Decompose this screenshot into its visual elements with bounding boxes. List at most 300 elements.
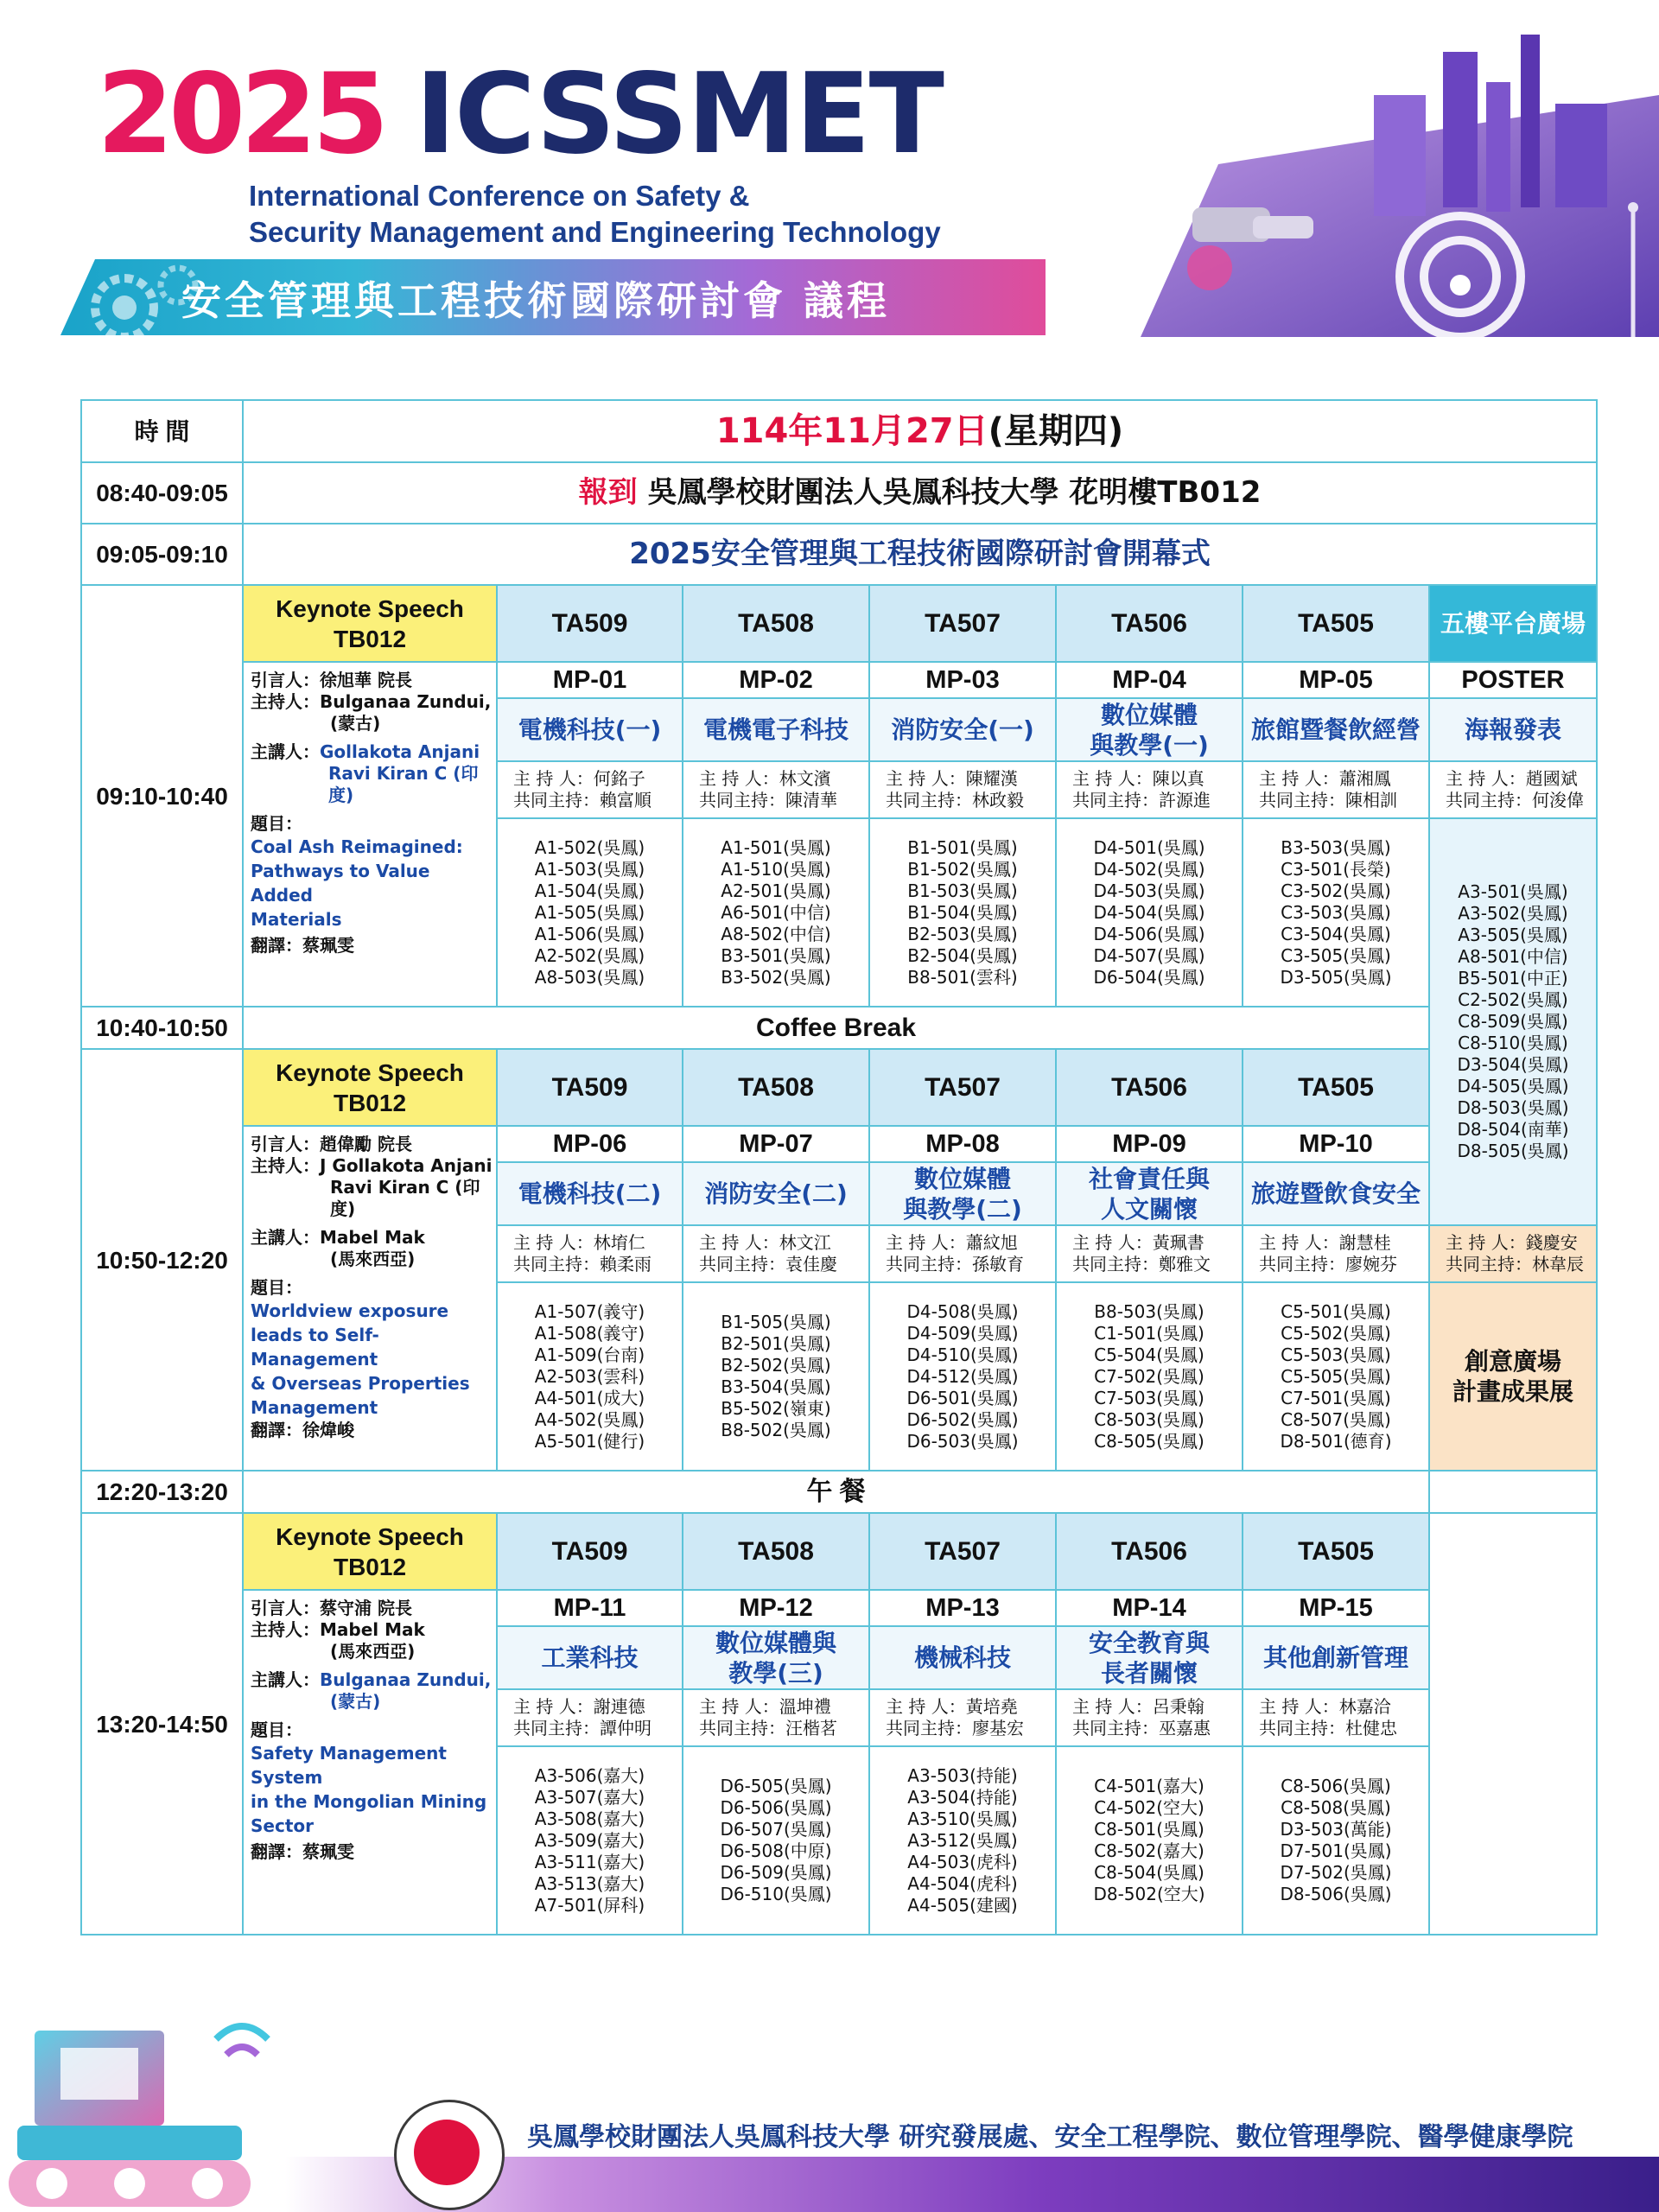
text-line: D4-502(吳鳳)	[1093, 858, 1205, 880]
session-hosts	[683, 1689, 869, 1746]
text-line: 旅遊暨飲食安全	[1250, 1179, 1421, 1208]
room-label: TA505	[1243, 1513, 1429, 1590]
text-line: D4-507(吳鳳)	[1093, 944, 1205, 966]
text-line: A1-507(義守)	[534, 1300, 645, 1322]
session-code: MP-15	[1243, 1590, 1429, 1626]
host-name: J Gollakota Anjani	[320, 1155, 493, 1176]
text-line: 消防安全(一)	[891, 715, 1034, 744]
room-label: TA509	[497, 1513, 683, 1590]
text-line: 主 持 人：何銘子	[513, 768, 645, 789]
conference-name-line-1: International Conference on Safety &	[249, 180, 750, 212]
speech-title-line: Pathways to Value Added	[251, 861, 430, 906]
speech-title-line: in the Mongolian Mining	[251, 1791, 487, 1812]
text-line: C5-504(吳鳳)	[1094, 1344, 1205, 1365]
text-line: 共同主持：賴柔雨	[513, 1254, 652, 1274]
text-line: D6-503(吳鳳)	[906, 1430, 1019, 1452]
text-line: D4-503(吳鳳)	[1093, 880, 1205, 901]
text-line: 共同主持：陳相訓	[1259, 790, 1397, 810]
text-line: A2-502(吳鳳)	[534, 944, 645, 966]
text-line: D3-504(吳鳳)	[1457, 1054, 1569, 1075]
text-line: 共同主持：陳清華	[699, 790, 837, 810]
text-line: 主 持 人：趙國斌	[1446, 768, 1578, 789]
text-line: D6-502(吳鳳)	[906, 1408, 1019, 1430]
footer	[0, 1987, 1659, 2212]
poster-hosts	[1429, 761, 1597, 818]
paper-list	[1243, 1746, 1429, 1935]
session-code: MP-13	[869, 1590, 1056, 1626]
session-topic	[1243, 698, 1429, 761]
text-line: D6-509(吳鳳)	[720, 1862, 832, 1883]
text-line: D4-510(吳鳳)	[906, 1344, 1019, 1365]
session-code: MP-10	[1243, 1126, 1429, 1162]
poster-paper-list	[1429, 818, 1597, 1225]
agenda-title: 安全管理與工程技術國際研討會 議程	[181, 277, 891, 324]
paper-list	[497, 1746, 683, 1935]
text-line: 主 持 人：黃珮書	[1072, 1232, 1205, 1253]
room-label: TA506	[1056, 1049, 1243, 1126]
session-2-rooms-row	[81, 1049, 1597, 1126]
keynote-title: Keynote Speech	[276, 1522, 464, 1550]
text-line: A1-509(台南)	[534, 1344, 645, 1365]
translator-name: 徐煒峻	[302, 1420, 354, 1440]
host-country: (蒙古)	[330, 713, 381, 734]
text-line: C4-501(嘉大)	[1094, 1776, 1205, 1796]
text-line: A3-513(嘉大)	[534, 1872, 645, 1894]
host-name: Mabel Mak	[320, 1619, 425, 1640]
translator-label: 翻譯：	[251, 1420, 302, 1440]
session-hosts	[869, 1689, 1056, 1746]
text-line: D4-512(吳鳳)	[906, 1365, 1019, 1387]
session-hosts	[869, 761, 1056, 818]
text-line: A1-503(吳鳳)	[534, 858, 645, 880]
host-label: 主持人：	[251, 691, 320, 712]
session-code: MP-05	[1243, 662, 1429, 698]
speech-title-line: Worldview exposure	[251, 1300, 449, 1321]
poster-code: POSTER	[1429, 662, 1597, 698]
text-line: D6-510(吳鳳)	[720, 1884, 832, 1904]
text-line: B8-502(吳鳳)	[721, 1420, 831, 1440]
text-line: 人文關懷	[1100, 1194, 1198, 1224]
text-line: A4-503(虎科)	[907, 1851, 1018, 1872]
empty-cell	[1429, 1471, 1597, 1513]
text-line: 旅館暨餐飲經營	[1250, 715, 1421, 744]
text-line: 主 持 人：林文江	[699, 1232, 831, 1253]
text-line: 電機科技(一)	[518, 715, 662, 744]
text-line: A1-506(吳鳳)	[534, 923, 645, 944]
text-line: C3-505(吳鳳)	[1281, 944, 1391, 966]
speaker-label: 主講人：	[251, 1227, 320, 1248]
paper-list	[683, 1746, 869, 1935]
paper-list	[1056, 818, 1243, 1007]
coffee-break-row	[81, 1007, 1597, 1049]
keynote-room: TB012	[333, 1089, 407, 1116]
text-line: C8-505(吳鳳)	[1094, 1430, 1205, 1452]
host-country: (馬來西亞)	[330, 1641, 416, 1662]
text-line: 機械科技	[913, 1643, 1011, 1672]
session-2-mp-row	[81, 1126, 1597, 1162]
keynote-details	[243, 1126, 497, 1471]
text-line: 安全教育與	[1088, 1628, 1210, 1657]
keynote-room: TB012	[333, 625, 407, 652]
text-line: B1-503(吳鳳)	[907, 880, 1018, 901]
session-3-rooms-row	[81, 1513, 1597, 1590]
text-line: 共同主持：廖基宏	[886, 1718, 1024, 1738]
text-line: B2-503(吳鳳)	[907, 923, 1018, 944]
room-label: TA508	[683, 585, 869, 662]
introducer-name: 趙偉勵 院長	[320, 1134, 412, 1154]
room-label: TA505	[1243, 585, 1429, 662]
translator-label: 翻譯：	[251, 1841, 302, 1862]
time-slot: 09:10-10:40	[81, 585, 243, 1007]
keynote-title: Keynote Speech	[276, 1058, 464, 1086]
session-1-mp-row	[81, 662, 1597, 698]
text-line: A8-501(中信)	[1458, 946, 1568, 967]
session-code: MP-03	[869, 662, 1056, 698]
text-line: D6-508(中原)	[720, 1840, 832, 1861]
text-line: 創意廣場	[1465, 1347, 1562, 1376]
text-line: A7-501(屏科)	[534, 1894, 645, 1916]
session-hosts	[1243, 1689, 1429, 1746]
poster-room-label: 五樓平台廣場	[1429, 585, 1597, 662]
text-line: A1-502(吳鳳)	[534, 836, 645, 858]
lunch-break: 午 餐	[243, 1471, 1429, 1513]
conference-name-line-2: Security Management and Engineering Technology	[249, 216, 941, 248]
text-line: 與教學(一)	[1090, 730, 1209, 760]
session-code: MP-08	[869, 1126, 1056, 1162]
paper-list	[1056, 1282, 1243, 1471]
introducer-name: 徐旭華 院長	[320, 670, 412, 690]
text-line: C2-502(吳鳳)	[1458, 989, 1568, 1010]
host-label: 主持人：	[251, 1619, 320, 1640]
text-line: A3-507(嘉大)	[534, 1786, 645, 1808]
text-line: 主 持 人：林堉仁	[513, 1232, 645, 1253]
text-line: 主 持 人：蕭湘鳳	[1259, 768, 1391, 789]
text-line: C5-501(吳鳳)	[1281, 1300, 1391, 1322]
paper-list	[869, 1746, 1056, 1935]
text-line: C3-501(長榮)	[1281, 858, 1391, 880]
text-line: B8-501(雲科)	[907, 966, 1018, 988]
speaker-country: (馬來西亞)	[330, 1249, 416, 1269]
text-line: B2-502(吳鳳)	[721, 1355, 831, 1376]
session-hosts	[497, 761, 683, 818]
time-slot: 13:20-14:50	[81, 1513, 243, 1935]
text-line: C5-503(吳鳳)	[1281, 1344, 1391, 1365]
text-line: A3-506(嘉大)	[534, 1764, 645, 1786]
text-line: B3-503(吳鳳)	[1281, 836, 1391, 858]
text-line: D4-509(吳鳳)	[906, 1322, 1019, 1344]
text-line: 工業科技	[541, 1643, 639, 1672]
text-line: C8-510(吳鳳)	[1458, 1033, 1568, 1053]
text-line: B1-501(吳鳳)	[907, 836, 1018, 858]
text-line: C3-503(吳鳳)	[1281, 901, 1391, 923]
text-line: 與教學(二)	[903, 1194, 1022, 1224]
text-line: A3-509(嘉大)	[534, 1829, 645, 1851]
topic-label: 題目：	[251, 1719, 302, 1740]
introducer-label: 引言人：	[251, 1598, 320, 1618]
speaker-name: Bulganaa Zundui,	[320, 1669, 492, 1690]
text-line: C3-502(吳鳳)	[1281, 880, 1391, 901]
session-code: MP-04	[1056, 662, 1243, 698]
text-line: A3-510(吳鳳)	[907, 1808, 1018, 1829]
text-line: A3-505(吳鳳)	[1458, 925, 1568, 945]
text-line: D4-508(吳鳳)	[906, 1300, 1019, 1322]
text-line: D8-503(吳鳳)	[1457, 1097, 1569, 1118]
text-line: A3-502(吳鳳)	[1458, 903, 1568, 924]
text-line: A5-501(健行)	[534, 1430, 645, 1452]
text-line: D7-501(吳鳳)	[1280, 1840, 1392, 1861]
keynote-details	[243, 662, 497, 1007]
session-code: MP-07	[683, 1126, 869, 1162]
text-line: B2-504(吳鳳)	[907, 944, 1018, 966]
session-topic	[1243, 1626, 1429, 1689]
speech-title-line: & Overseas Properties	[251, 1373, 470, 1394]
host-label: 主持人：	[251, 1155, 320, 1176]
time-column-header: 時 間	[81, 400, 243, 462]
room-label: TA505	[1243, 1049, 1429, 1126]
time-slot: 10:50-12:20	[81, 1049, 243, 1471]
text-line: 教學(三)	[728, 1658, 823, 1688]
text-line: B3-504(吳鳳)	[721, 1376, 831, 1397]
text-line: C8-501(吳鳳)	[1094, 1819, 1205, 1840]
room-label: TA508	[683, 1049, 869, 1126]
text-line: D6-507(吳鳳)	[720, 1819, 832, 1840]
text-line: 共同主持：孫敏育	[886, 1254, 1024, 1274]
text-line: A3-512(吳鳳)	[907, 1829, 1018, 1851]
text-line: 主 持 人：黃培堯	[886, 1696, 1018, 1717]
session-hosts	[497, 1689, 683, 1746]
keynote-header	[243, 1513, 497, 1590]
date-text: 114年11月27日	[715, 411, 988, 451]
text-line: C5-502(吳鳳)	[1281, 1322, 1391, 1344]
session-hosts	[497, 1225, 683, 1282]
session-topic	[869, 1162, 1056, 1225]
text-line: 主 持 人：陳以真	[1072, 768, 1205, 789]
session-hosts	[1056, 761, 1243, 818]
speaker-label: 主講人：	[251, 741, 320, 762]
text-line: B8-503(吳鳳)	[1094, 1300, 1205, 1322]
text-line: A8-503(吳鳳)	[534, 966, 645, 988]
text-line: C5-505(吳鳳)	[1281, 1365, 1391, 1387]
speech-title-line: Management	[251, 1397, 378, 1418]
introducer-label: 引言人：	[251, 1134, 320, 1154]
text-line: D4-505(吳鳳)	[1457, 1076, 1569, 1096]
text-line: 主 持 人：蕭紋旭	[886, 1232, 1018, 1253]
paper-list	[1056, 1746, 1243, 1935]
text-line: C8-507(吳鳳)	[1281, 1408, 1391, 1430]
session-topic	[683, 1626, 869, 1689]
speaker-label: 主講人：	[251, 1669, 320, 1690]
text-line: 共同主持：何浚偉	[1446, 790, 1584, 810]
text-line: D8-505(吳鳳)	[1457, 1141, 1569, 1161]
text-line: D4-506(吳鳳)	[1093, 923, 1205, 944]
speech-title-line: Safety Management System	[251, 1743, 447, 1788]
session-topic	[683, 1162, 869, 1225]
text-line: 其他創新管理	[1262, 1643, 1408, 1672]
opening-row	[81, 524, 1597, 585]
weekday-text: (星期四)	[988, 411, 1124, 451]
text-line: 共同主持：巫嘉惠	[1072, 1718, 1211, 1738]
session-topic	[497, 1162, 683, 1225]
text-line: 數位媒體	[1100, 700, 1198, 729]
text-line: 主 持 人：呂秉翰	[1072, 1696, 1205, 1717]
creative-expo	[1429, 1282, 1597, 1471]
header	[0, 0, 1659, 346]
room-label: TA506	[1056, 585, 1243, 662]
speaker-country: Ravi Kiran C (印度)	[328, 763, 479, 805]
speaker-name: Gollakota Anjani	[320, 741, 480, 762]
text-line: D4-501(吳鳳)	[1093, 836, 1205, 858]
text-line: 共同主持：杜健忠	[1259, 1718, 1397, 1738]
agenda-table	[80, 399, 1598, 1936]
text-line: C8-502(嘉大)	[1094, 1840, 1205, 1861]
text-line: 共同主持：廖婉芬	[1259, 1254, 1397, 1274]
text-line: 主 持 人：謝慧桂	[1259, 1232, 1391, 1253]
session-code: MP-01	[497, 662, 683, 698]
text-line: D3-505(吳鳳)	[1280, 966, 1392, 988]
text-line: B1-505(吳鳳)	[721, 1312, 831, 1332]
opening-ceremony: 2025安全管理與工程技術國際研討會開幕式	[243, 524, 1597, 585]
session-hosts	[1243, 761, 1429, 818]
session-topic	[497, 1626, 683, 1689]
text-line: 社會責任與	[1088, 1164, 1210, 1193]
paper-list	[869, 818, 1056, 1007]
text-line: C1-501(吳鳳)	[1094, 1322, 1205, 1344]
text-line: D6-506(吳鳳)	[720, 1797, 832, 1818]
text-line: 主 持 人：陳耀漢	[886, 768, 1018, 789]
lunch-row	[81, 1471, 1597, 1513]
keynote-title: Keynote Speech	[276, 594, 464, 622]
room-label: TA506	[1056, 1513, 1243, 1590]
text-line: 共同主持：林政毅	[886, 790, 1024, 810]
text-line: B3-502(吳鳳)	[721, 966, 831, 988]
expo-hosts	[1429, 1225, 1597, 1282]
text-line: A6-501(中信)	[721, 901, 831, 923]
text-line: C8-509(吳鳳)	[1458, 1011, 1568, 1032]
speaker-country: (蒙古)	[330, 1691, 381, 1712]
room-label: TA507	[869, 1049, 1056, 1126]
industrial-skyline-illustration	[1037, 0, 1659, 337]
topic-label: 題目：	[251, 1277, 302, 1298]
text-line: A3-501(吳鳳)	[1458, 881, 1568, 902]
text-line: C3-504(吳鳳)	[1281, 923, 1391, 944]
paper-list	[683, 1282, 869, 1471]
text-line: 主 持 人：錢慶安	[1446, 1232, 1578, 1253]
room-label: TA509	[497, 585, 683, 662]
session-topic	[1056, 1162, 1243, 1225]
text-line: 數位媒體與	[715, 1628, 836, 1657]
keynote-header	[243, 585, 497, 662]
organizers: 吳鳳學校財團法人吳鳳科技大學 研究發展處、安全工程學院、數位管理學院、醫學健康學院	[527, 2122, 1573, 2152]
text-line: 共同主持：林韋辰	[1446, 1254, 1584, 1274]
text-line: 長者關懷	[1100, 1658, 1198, 1688]
session-1-rooms-row	[81, 585, 1597, 662]
text-line: C7-501(吳鳳)	[1281, 1387, 1391, 1408]
keynote-details	[243, 1590, 497, 1935]
session-hosts	[683, 1225, 869, 1282]
room-label: TA507	[869, 1513, 1056, 1590]
text-line: B5-502(嶺東)	[721, 1398, 831, 1419]
text-line: C7-503(吳鳳)	[1094, 1387, 1205, 1408]
text-line: A3-503(持能)	[907, 1764, 1018, 1786]
text-line: C8-508(吳鳳)	[1281, 1797, 1391, 1818]
paper-list	[1243, 1282, 1429, 1471]
session-topic	[683, 698, 869, 761]
text-line: D8-504(南華)	[1457, 1119, 1569, 1140]
conference-full-name	[249, 178, 941, 251]
text-line: D4-504(吳鳳)	[1093, 901, 1205, 923]
introducer-label: 引言人：	[251, 670, 320, 690]
translator-name: 蔡珮雯	[302, 1841, 354, 1862]
session-hosts	[1056, 1689, 1243, 1746]
text-line: B2-501(吳鳳)	[721, 1333, 831, 1354]
session-topic	[497, 698, 683, 761]
text-line: D6-504(吳鳳)	[1093, 966, 1205, 988]
text-line: A4-501(成大)	[534, 1387, 645, 1408]
text-line: A3-504(持能)	[907, 1786, 1018, 1808]
session-code: MP-09	[1056, 1126, 1243, 1162]
text-line: 共同主持：袁佳慶	[699, 1254, 837, 1274]
topic-label: 題目：	[251, 813, 302, 834]
session-code: MP-06	[497, 1126, 683, 1162]
text-line: 計畫成果展	[1452, 1377, 1574, 1406]
text-line: 消防安全(二)	[704, 1179, 848, 1208]
speech-title-line: Coal Ash Reimagined:	[251, 836, 463, 857]
speech-title-line: leads to Self-Management	[251, 1325, 379, 1370]
room-label: TA508	[683, 1513, 869, 1590]
conference-logo	[97, 50, 943, 180]
header-row	[81, 400, 1597, 462]
session-topic	[1056, 1626, 1243, 1689]
session-3-mp-row	[81, 1590, 1597, 1626]
keynote-room: TB012	[333, 1553, 407, 1580]
registration-label: 報到	[578, 475, 638, 511]
session-code: MP-02	[683, 662, 869, 698]
host-country: Ravi Kiran C (印度)	[330, 1177, 480, 1219]
keynote-header	[243, 1049, 497, 1126]
text-line: A2-503(雲科)	[534, 1365, 645, 1387]
text-line: A3-511(嘉大)	[534, 1851, 645, 1872]
text-line: D8-502(空大)	[1093, 1884, 1205, 1904]
poster-topic: 海報發表	[1429, 698, 1597, 761]
paper-list	[683, 818, 869, 1007]
host-name: Bulganaa Zundui,	[320, 691, 492, 712]
text-line: A4-504(虎科)	[907, 1872, 1018, 1894]
logo-year: 2025	[97, 50, 385, 179]
text-line: 共同主持：汪楷茗	[699, 1718, 837, 1738]
text-line: D8-506(吳鳳)	[1280, 1884, 1392, 1904]
text-line: C8-506(吳鳳)	[1281, 1776, 1391, 1796]
time-slot: 09:05-09:10	[81, 524, 243, 585]
speaker-name: Mabel Mak	[320, 1227, 425, 1248]
time-slot: 10:40-10:50	[81, 1007, 243, 1049]
session-topic	[869, 698, 1056, 761]
session-code: MP-12	[683, 1590, 869, 1626]
time-slot: 12:20-13:20	[81, 1471, 243, 1513]
text-line: C8-504(吳鳳)	[1094, 1862, 1205, 1883]
text-line: 數位媒體	[913, 1164, 1011, 1193]
coffee-break: Coffee Break	[243, 1007, 1429, 1049]
text-line: 共同主持：譚仲明	[513, 1718, 652, 1738]
text-line: C7-502(吳鳳)	[1094, 1365, 1205, 1387]
text-line: D7-502(吳鳳)	[1280, 1862, 1392, 1883]
text-line: 共同主持：許源進	[1072, 790, 1211, 810]
empty-cell	[1429, 1513, 1597, 1935]
text-line: A4-502(吳鳳)	[534, 1408, 645, 1430]
time-slot: 08:40-09:05	[81, 462, 243, 524]
text-line: D6-505(吳鳳)	[720, 1776, 832, 1796]
session-code: MP-11	[497, 1590, 683, 1626]
paper-list	[497, 1282, 683, 1471]
